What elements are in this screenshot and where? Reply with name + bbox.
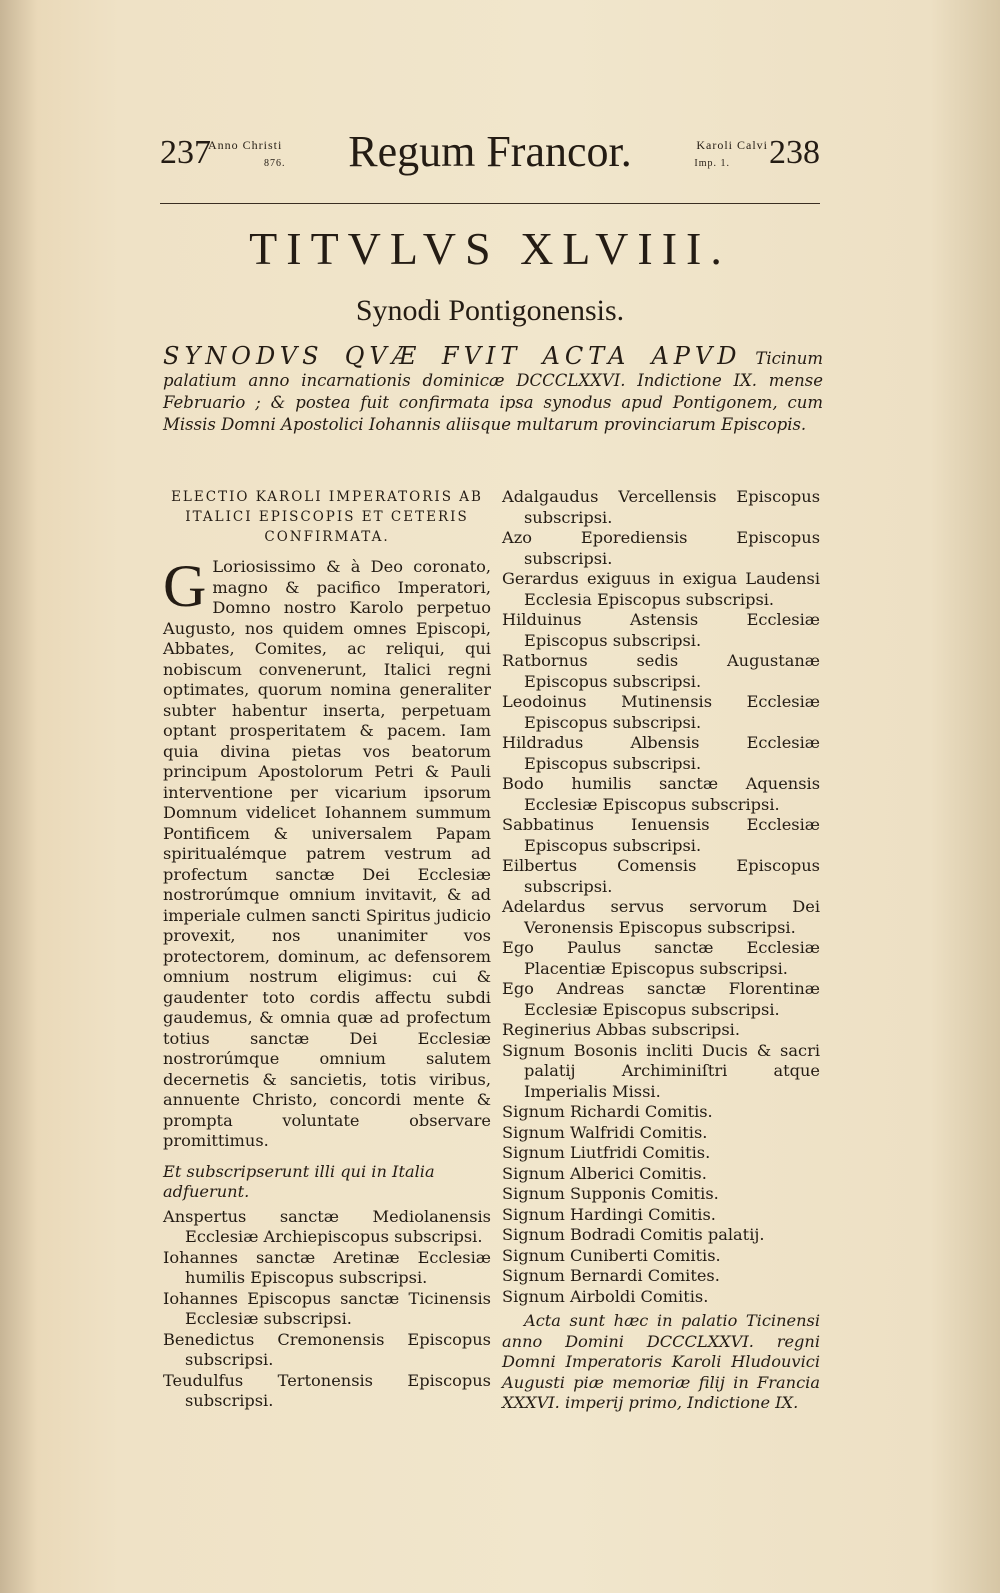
drop-cap: G [163,553,207,619]
list-item: Signum Airboldi Comitis. [502,1286,709,1306]
list-item: Benedictus Cremonensis Episcopus subscripsi. [163,1329,491,1369]
list-item: Gerardus exiguus in exigua Laudensi Ecclesia Episcopus subscripsi. [502,569,820,609]
running-header [160,128,820,188]
electio-heading: ELECTIO KAROLI IMPERATORIS AB ITALICI EPISCOPIS ET CETERIS CONFIRMATA. [171,489,483,545]
list-item: Iohannes sanctæ Aretinæ Ecclesiæ humilis Episcopus subscripsi. [163,1247,491,1287]
list-item: Signum Cuniberti Comitis. [502,1245,721,1265]
list-item: Signum Richardi Comitis. [502,1102,713,1121]
intro-text: Ticinum palatium anno incarnationis dominicæ DCCCLXXVI. Indictione IX. mense Februario ; & postea fuit confirmata ipsa synodus apud Pontigonem, cum Missis Domni Apostolici Iohannis aliisque multarum provinciarum Episcopis. [163,349,824,434]
list-item: Ratbornus sedis Augustanæ Episcopus subscripsi. [502,651,820,691]
list-item: Signum Supponis Comitis. [502,1184,719,1203]
list-item: Ego Paulus sanctæ Ecclesiæ Placentiæ Episcopus subscripsi. [502,938,820,978]
list-item: Sabbatinus Ienuensis Ecclesiæ Episcopus subscripsi. [502,815,820,855]
list-item: Signum Hardingi Comitis. [502,1204,716,1224]
list-item: Signum Liutfridi Comitis. [502,1143,711,1162]
anno-year: 876. [264,158,286,169]
intro-caps: SYNODVS QVÆ FVIT ACTA APVD [163,342,742,370]
right-column [502,487,820,1414]
list-item: Hildradus Albensis Ecclesiæ Episcopus subscripsi. [502,733,820,773]
section-subtitle: Synodi Pontigonensis. [355,294,625,327]
anno-christi-label: Anno Christi [208,138,283,152]
list-item: Teudulfus Tertonensis Episcopus subscripsi. [163,1370,491,1410]
header-rule [160,203,820,204]
left-subscriber-list [163,1207,491,1412]
right-subscriber-list [502,487,820,1307]
list-item: Leodoinus Mutinensis Ecclesiæ Episcopus subscripsi. [502,692,820,732]
page-number-left: 237 [160,134,211,171]
list-item: Signum Walfridi Comitis. [502,1122,708,1142]
subscribers-heading: Et subscripserunt illi qui in Italia adfuerunt. [163,1161,435,1201]
list-item: Iohannes Episcopus sanctæ Ticinensis Ecclesiæ subscripsi. [163,1288,491,1328]
list-item: Eilbertus Comensis Episcopus subscripsi. [502,856,820,896]
list-item: Adalgaudus Vercellensis Episcopus subscripsi. [502,487,820,527]
list-item: Adelardus servus servorum Dei Veronensis Episcopus subscripsi. [502,897,820,937]
karoli-calvi-label: Karoli Calvi [696,138,768,152]
acta-paragraph: Acta sunt hæc in palatio Ticinensi anno Domini DCCCLXXVI. regni Domni Imperatoris Karoli Hludouvici Augusti piæ memoriæ filij in Francia XXXVI. imperij primo, Indictione IX. [502,1311,820,1412]
list-item: Hilduinus Astensis Ecclesiæ Episcopus subscripsi. [502,610,820,650]
left-column [163,487,491,1412]
list-item: Bodo humilis sanctæ Aquensis Ecclesiæ Episcopus subscripsi. [502,774,820,814]
running-title: Regum Francor. [348,127,632,176]
list-item: Ego Andreas sanctæ Florentinæ Ecclesiæ Episcopus subscripsi. [502,979,820,1019]
list-item: Azo Eporediensis Episcopus subscripsi. [502,528,820,568]
list-item: Signum Bosonis incliti Ducis & sacri palatij Archiminiſtri atque Imperialis Missi. [502,1040,820,1101]
list-item: Signum Alberici Comitis. [502,1163,707,1183]
list-item: Anspertus sanctæ Mediolanensis Ecclesiæ Archiepiscopus subscripsi. [163,1206,491,1246]
imp-label: Imp. 1. [694,158,730,169]
letter-paragraph [163,553,491,1152]
list-item: Reginerius Abbas subscripsi. [502,1020,740,1039]
page-number-right: 238 [769,134,820,171]
intro-paragraph [163,342,824,436]
list-item: Signum Bodradi Comitis palatij. [502,1225,765,1244]
letter-text: Loriosissimo & à Deo coronato, magno & pacifico Imperatori, Domno nostro Karolo perpetuo Augusto, nos quidem omnes Episcopi, Abbates, Comites, ac reliqui, qui nobiscum convenerunt, Italici regni optimates, quorum nomina generaliter subter habentur inserta, perpetuam optant prosperitatem & pacem. Iam quia divina pietas vos beatorum principum Apostolorum Petri & Pauli interventione per vicarium ipsorum Domnum videlicet Iohannem summum Pontificem & universalem Papam spiritualémque patrem vestrum ad profectum sanctæ Dei Ecclesiæ nostrorúmque omnium invitavit, & ad imperiale culmen sancti Spiritus judicio provexit, nos unanimiter vos protectorem, dominum, ac defensorem omnium nostrum eligimus: cui & gaudenter toto cordis affectu subdi gaudemus, & omnia quæ ad profectum totius sanctæ Dei Ecclesiæ nostrorúmque omnium salutem decernetis & sancietis, totis viribus, annuente Christo, concordi mente & prompta voluntate observare promittimus. [163,557,491,1150]
titulus-heading: TITVLVS XLVIII. [249,223,731,274]
list-item: Signum Bernardi Comites. [502,1266,720,1285]
